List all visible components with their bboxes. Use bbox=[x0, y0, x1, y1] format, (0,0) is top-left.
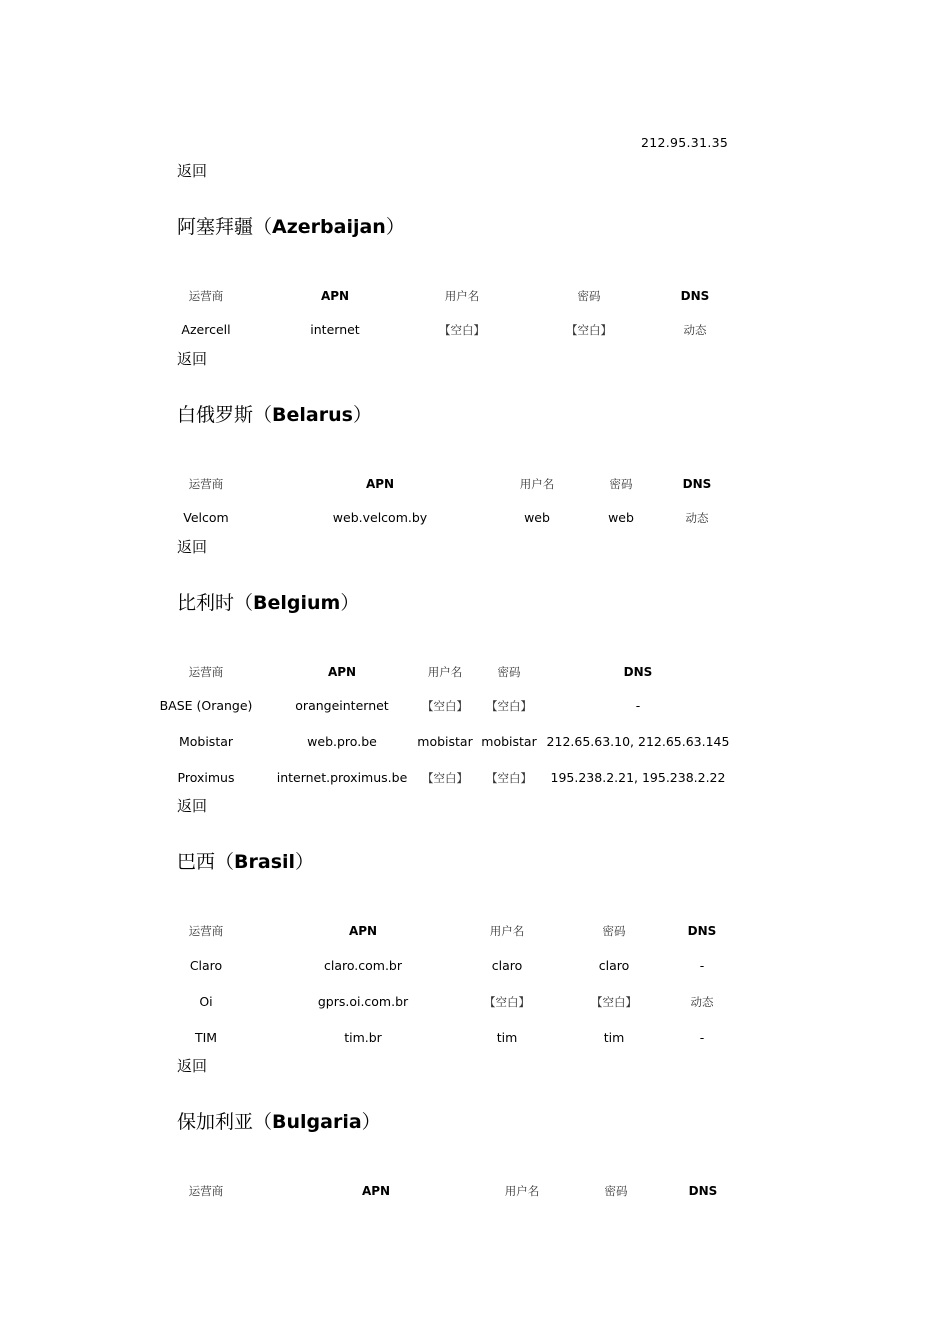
header-username: 用户名 bbox=[519, 477, 555, 491]
cell-apn: orangeinternet bbox=[295, 698, 389, 713]
cell-apn: web.velcom.by bbox=[332, 510, 428, 525]
header-apn: APN bbox=[327, 665, 357, 679]
cell-dns: 195.238.2.21, 195.238.2.22 bbox=[550, 770, 726, 785]
previous-dns-value: 212.95.31.35 bbox=[641, 135, 729, 150]
cell-apn: internet.proximus.be bbox=[276, 770, 408, 785]
header-operator: 运营商 bbox=[188, 924, 224, 938]
cell-operator: Proximus bbox=[177, 770, 235, 785]
back-link[interactable]: 返回 bbox=[177, 162, 208, 180]
cell-username: 【空白】 bbox=[439, 323, 485, 337]
cell-dns: 动态 bbox=[683, 323, 707, 337]
header-username: 用户名 bbox=[489, 924, 525, 938]
title-cn: 白俄罗斯（ bbox=[177, 404, 273, 426]
title-en: Azerbaijan bbox=[272, 216, 386, 238]
cell-password: tim bbox=[603, 1030, 625, 1045]
header-username: 用户名 bbox=[427, 665, 463, 679]
cell-apn: web.pro.be bbox=[307, 734, 377, 749]
header-password: 密码 bbox=[609, 477, 633, 491]
section-title-belgium bbox=[177, 588, 359, 615]
title-en: Brasil bbox=[234, 851, 296, 873]
title-close: ） bbox=[361, 1111, 381, 1133]
header-password: 密码 bbox=[577, 289, 601, 303]
header-dns: DNS bbox=[687, 924, 717, 938]
cell-dns: 动态 bbox=[690, 995, 714, 1009]
back-link[interactable]: 返回 bbox=[177, 1057, 208, 1075]
header-username: 用户名 bbox=[444, 289, 480, 303]
header-apn: APN bbox=[361, 1184, 391, 1198]
cell-dns: 212.65.63.10, 212.65.63.145 bbox=[546, 734, 730, 749]
cell-username: 【空白】 bbox=[422, 699, 468, 713]
header-dns: DNS bbox=[680, 289, 710, 303]
header-username: 用户名 bbox=[504, 1184, 540, 1198]
header-operator: 运营商 bbox=[188, 1184, 224, 1198]
cell-password: 【空白】 bbox=[486, 699, 532, 713]
title-en: Belarus bbox=[272, 404, 353, 426]
header-password: 密码 bbox=[497, 665, 521, 679]
cell-username: claro bbox=[491, 958, 523, 973]
cell-username: web bbox=[524, 510, 550, 525]
cell-password: web bbox=[608, 510, 634, 525]
section-title-brasil bbox=[177, 847, 314, 874]
cell-dns: - bbox=[699, 958, 705, 973]
cell-operator: Azercell bbox=[181, 322, 231, 337]
cell-dns: - bbox=[635, 698, 641, 713]
cell-username: 【空白】 bbox=[484, 995, 530, 1009]
header-password: 密码 bbox=[602, 924, 626, 938]
back-link[interactable]: 返回 bbox=[177, 797, 208, 815]
back-link[interactable]: 返回 bbox=[177, 538, 208, 556]
cell-password: 【空白】 bbox=[566, 323, 612, 337]
cell-dns: - bbox=[699, 1030, 705, 1045]
section-title-azerbaijan bbox=[177, 212, 405, 239]
cell-operator: Oi bbox=[199, 994, 213, 1009]
title-cn: 阿塞拜疆（ bbox=[177, 216, 273, 238]
header-dns: DNS bbox=[623, 665, 653, 679]
section-title-belarus bbox=[177, 400, 372, 427]
cell-username: 【空白】 bbox=[422, 771, 468, 785]
cell-apn: internet bbox=[310, 322, 360, 337]
title-close: ） bbox=[352, 404, 372, 426]
cell-password: 【空白】 bbox=[486, 771, 532, 785]
cell-operator: TIM bbox=[194, 1030, 218, 1045]
title-cn: 保加利亚（ bbox=[177, 1111, 273, 1133]
title-close: ） bbox=[385, 216, 405, 238]
cell-dns: 动态 bbox=[685, 511, 709, 525]
cell-apn: claro.com.br bbox=[323, 958, 403, 973]
cell-operator: BASE (Orange) bbox=[159, 698, 253, 713]
cell-operator: Velcom bbox=[183, 510, 229, 525]
title-cn: 比利时（ bbox=[177, 592, 254, 614]
cell-username: mobistar bbox=[417, 734, 473, 749]
header-apn: APN bbox=[365, 477, 395, 491]
header-operator: 运营商 bbox=[188, 665, 224, 679]
cell-password: 【空白】 bbox=[591, 995, 637, 1009]
header-apn: APN bbox=[348, 924, 378, 938]
header-apn: APN bbox=[320, 289, 350, 303]
section-title-bulgaria bbox=[177, 1107, 381, 1134]
header-operator: 运营商 bbox=[188, 477, 224, 491]
cell-password: claro bbox=[598, 958, 630, 973]
title-cn: 巴西（ bbox=[177, 851, 235, 873]
header-dns: DNS bbox=[682, 477, 712, 491]
cell-apn: tim.br bbox=[344, 1030, 382, 1045]
cell-operator: Mobistar bbox=[178, 734, 234, 749]
header-dns: DNS bbox=[688, 1184, 718, 1198]
header-password: 密码 bbox=[604, 1184, 628, 1198]
cell-operator: Claro bbox=[189, 958, 223, 973]
cell-username: tim bbox=[496, 1030, 518, 1045]
title-en: Bulgaria bbox=[272, 1111, 362, 1133]
cell-apn: gprs.oi.com.br bbox=[317, 994, 409, 1009]
title-en: Belgium bbox=[253, 592, 341, 614]
header-operator: 运营商 bbox=[188, 289, 224, 303]
cell-password: mobistar bbox=[481, 734, 537, 749]
back-link[interactable]: 返回 bbox=[177, 350, 208, 368]
title-close: ） bbox=[340, 592, 360, 614]
title-close: ） bbox=[295, 851, 315, 873]
